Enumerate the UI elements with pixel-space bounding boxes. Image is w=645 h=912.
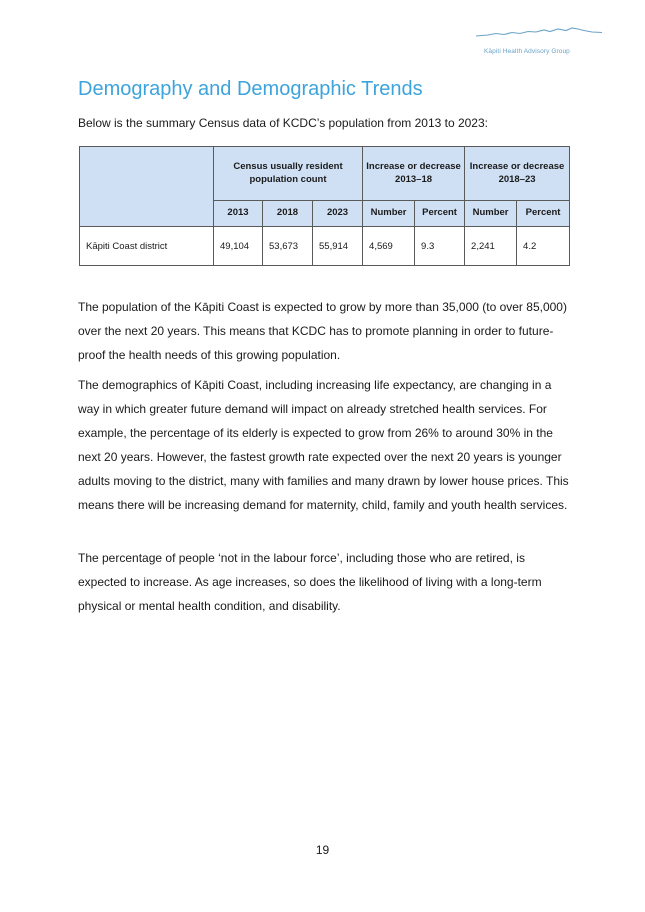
logo-text: Kāpiti Health Advisory Group <box>484 48 570 55</box>
header-logo <box>474 24 606 58</box>
subheader-number-2018-23: Number <box>465 201 517 227</box>
cell-2023: 55,914 <box>313 227 363 266</box>
census-count-header: Census usually resident population count <box>214 147 363 201</box>
subheader-2013: 2013 <box>214 201 263 227</box>
subheader-number-2013-18: Number <box>363 201 415 227</box>
page-title: Demography and Demographic Trends <box>78 78 423 100</box>
paragraph-population-growth: The population of the Kāpiti Coast is expected to grow by more than 35,000 (to over 85,000) over the next 20 years. This means that KCDC has to promote planning in order to future-proof the health needs of this growing population. <box>78 300 567 362</box>
subheader-2023: 2023 <box>313 201 363 227</box>
mountain-outline-icon <box>474 24 606 46</box>
cell-number-2013-18: 4,569 <box>363 227 415 266</box>
cell-percent-2018-23: 4.2 <box>517 227 570 266</box>
cell-number-2018-23: 2,241 <box>465 227 517 266</box>
subheader-percent-2013-18: Percent <box>415 201 465 227</box>
intro-text: Below is the summary Census data of KCDC’s population from 2013 to 2023: <box>78 116 488 130</box>
cell-percent-2013-18: 9.3 <box>415 227 465 266</box>
change-2018-23-header: Increase or decrease 2018–23 <box>465 147 570 201</box>
table-header-row <box>80 147 570 201</box>
cell-2018: 53,673 <box>263 227 313 266</box>
table-row <box>80 227 570 266</box>
page-number: 19 <box>315 843 330 857</box>
paragraph-labour-force: The percentage of people ‘not in the labour force’, including those who are retired, is expected to increase. As age increases, so does the likelihood of living with a long-term physical or mental health condition, and disability. <box>78 551 542 613</box>
paragraph-demographics: The demographics of Kāpiti Coast, including increasing life expectancy, are changing in a way in which greater future demand will impact on already stretched health services. For example, the percentage of its elderly is expected to grow from 26% to around 30% in the next 20 years. However, the fastest growth rate expected over the next 20 years is younger adults moving to the district, many with families and many drawn by lower house prices. This means there will be increasing demand for maternity, child, family and youth health services. <box>78 378 569 512</box>
change-2013-18-header: Increase or decrease 2013–18 <box>363 147 465 201</box>
subheader-percent-2018-23: Percent <box>517 201 570 227</box>
subheader-2018: 2018 <box>263 201 313 227</box>
table-corner-cell <box>80 147 214 227</box>
cell-2013: 49,104 <box>214 227 263 266</box>
census-table <box>79 146 570 266</box>
row-label: Kāpiti Coast district <box>80 227 214 266</box>
